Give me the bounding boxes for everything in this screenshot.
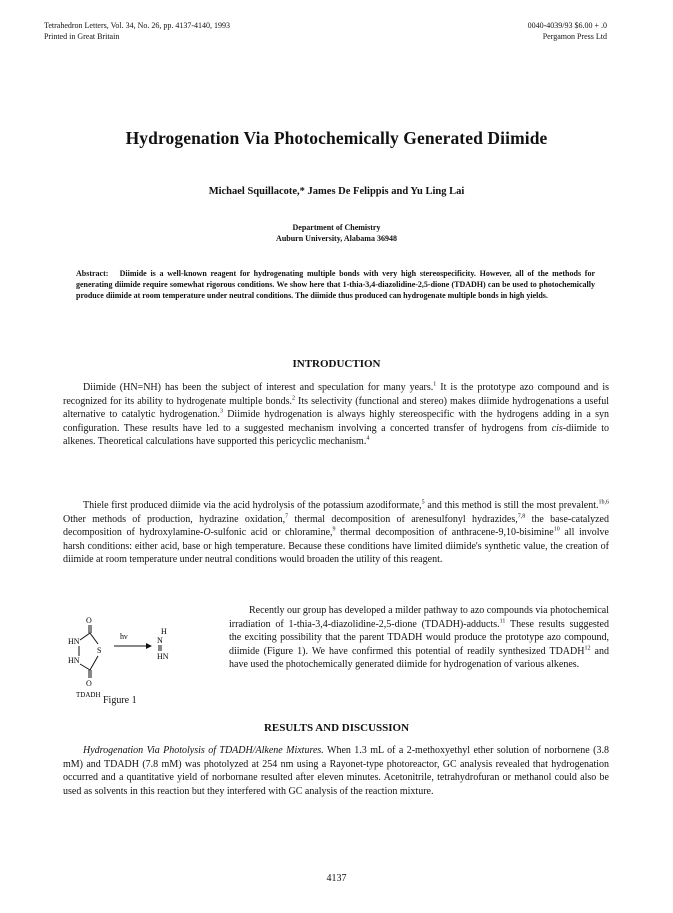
text-run: Diimide (HN=NH) has been the subject of interest and speculation for many years. bbox=[83, 382, 434, 393]
journal-header bbox=[44, 20, 230, 42]
intro-paragraph-1 bbox=[63, 381, 609, 449]
bond-line bbox=[80, 633, 90, 640]
bond-line bbox=[80, 664, 90, 670]
citation: 2 bbox=[291, 395, 295, 402]
text-run: Recently our group has developed a milder pathway to azo compounds via photochemical irradiation of 1-thia-3,4-diazolidine-2,5-dione (TDADH)-adducts. bbox=[229, 605, 609, 630]
figure-1-caption: Figure 1 bbox=[103, 695, 137, 706]
reaction-arrow-head bbox=[146, 643, 152, 649]
issn-price: 0040-4039/93 $6.00 + .0 bbox=[527, 21, 607, 30]
paper-title: Hydrogenation Via Photochemically Generated Diimide bbox=[125, 128, 548, 148]
text-run: When 1.3 mL of a 2-methoxyethyl ether solution of norbornene (3.8 mM) and TDADH (7.8 mM) was photolyzed at 254 nm using a Rayonet-type photoreactor, GC analysis revealed that hydrogenation occurred and a quantitative yield of norbornane resulted after eleven minutes. Acetonitrile, tetrahydrofuran or methanol could also be used as solvents in this reaction but they interfered with GC analysis of the reaction mixture. bbox=[63, 745, 609, 797]
atom-o-bottom: O bbox=[86, 679, 92, 688]
text-run: thermal decomposition of arenesulfonyl hydrazides, bbox=[288, 513, 518, 525]
citation: 7,8 bbox=[517, 513, 526, 520]
printed-in: Printed in Great Britain bbox=[44, 32, 120, 41]
abstract bbox=[76, 268, 595, 301]
atom-o-top: O bbox=[86, 616, 92, 625]
bond-line bbox=[90, 656, 98, 670]
citation: 5 bbox=[421, 499, 425, 506]
university: Auburn University, Alabama 36948 bbox=[276, 234, 397, 243]
text-run: the base-catalyzed decomposition of hydroxylamine- bbox=[63, 513, 609, 539]
department: Department of Chemistry bbox=[292, 223, 381, 232]
italic-term: O bbox=[203, 527, 211, 539]
bond-line bbox=[90, 633, 98, 644]
atom-hn-bottom: HN bbox=[157, 652, 169, 661]
results-heading: RESULTS AND DISCUSSION bbox=[263, 722, 410, 734]
atom-h-top: H bbox=[161, 627, 167, 636]
tdadh-photolysis-diagram bbox=[68, 613, 218, 698]
text-run: and have used the photochemically generated diimide for hydrogenation of various alkenes. bbox=[229, 645, 609, 671]
text-run: Other methods of production, hydrazine oxidation, bbox=[63, 513, 286, 525]
text-run: -sulfonic acid or chloramine, bbox=[210, 527, 333, 539]
atom-s: S bbox=[97, 646, 102, 655]
citation: 1b,6 bbox=[598, 499, 609, 506]
compound-label: TDADH bbox=[76, 691, 101, 698]
citation: 9 bbox=[332, 526, 336, 533]
atom-hn-lower: HN bbox=[68, 656, 80, 665]
publisher: Pergamon Press Ltd bbox=[542, 32, 607, 41]
paragraph-lead: Hydrogenation Via Photolysis of TDADH/Alkene Mixtures. bbox=[83, 745, 324, 756]
citation: 7 bbox=[285, 513, 289, 520]
citation: 4 bbox=[366, 436, 370, 443]
citation: 10 bbox=[553, 526, 560, 533]
text-run: These results suggested the exciting possibility that the parent TDADH would produce the prototype azo compound, diimide (Figure 1). We have confirmed this potential of readily synthesized TDADH bbox=[229, 618, 609, 657]
text-run: Its selectivity (functional and stereo) makes diimide hydrogenations a useful alternative to catalytic hydrogenation. bbox=[63, 395, 609, 421]
text-run: Diimide hydrogenation is always highly stereospecific with the hydrogens adding in a syn configuration. These results have led to a suggested mechanism involving a concerted transfer of hydrogens from bbox=[63, 409, 610, 434]
text-run: -diimide to alkenes. Theoretical calculations have supported this pericyclic mechanism. bbox=[63, 422, 609, 448]
text-run: It is the prototype azo compound and is recognized for its ability to hydrogenate multiple bonds. bbox=[63, 382, 609, 407]
abstract-text: Diimide is a well-known reagent for hydrogenating multiple bonds with very high stereospecificity. However, all of the methods for generating diimide require somewhat rigorous conditions. We show here that 1-thia-3,4-diazolidine-2,5-dione (TDADH) can be used to photochemically produce diimide at room temperature under neutral conditions. The diimide thus produced can hydrogenate multiple bonds in high yields. bbox=[76, 269, 596, 300]
intro-paragraph-2 bbox=[63, 499, 609, 567]
text-run: Thiele first produced diimide via the acid hydrolysis of the potassium azodiformate, bbox=[83, 500, 422, 511]
page-number: 4137 bbox=[326, 873, 347, 884]
citation: 3 bbox=[219, 408, 223, 415]
atom-hn-upper: HN bbox=[68, 637, 80, 646]
introduction-heading: INTRODUCTION bbox=[292, 358, 381, 370]
atom-n-top: N bbox=[157, 636, 163, 645]
text-run: thermal decomposition of anthracene-9,10-bisimine bbox=[335, 527, 554, 539]
citation: 12 bbox=[584, 645, 591, 652]
citation: 11 bbox=[499, 618, 506, 625]
results-paragraph-1 bbox=[63, 744, 609, 798]
hv-label: hν bbox=[120, 632, 128, 641]
journal-citation: Tetrahedron Letters, Vol. 34, No. 26, pp. 4137-4140, 1993 bbox=[44, 21, 231, 30]
citation: 1 bbox=[433, 381, 437, 388]
author-list: Michael Squillacote,* James De Felippis and Yu Ling Lai bbox=[208, 186, 465, 197]
abstract-label: Abstract: bbox=[76, 269, 109, 278]
affiliation bbox=[0, 222, 673, 244]
intro-paragraph-3 bbox=[229, 604, 609, 672]
figure-1-scheme bbox=[68, 613, 218, 713]
text-run: all involve harsh conditions: either acid, base or high temperature. Because these conditions have limited diimide's synthetic value, the creation of diimide at room temperature under neutral conditions would broaden the utility of this reagent. bbox=[63, 527, 609, 566]
text-run: and this method is still the most prevalent. bbox=[424, 500, 599, 511]
issn-header bbox=[528, 20, 607, 42]
italic-term: cis bbox=[551, 422, 563, 434]
